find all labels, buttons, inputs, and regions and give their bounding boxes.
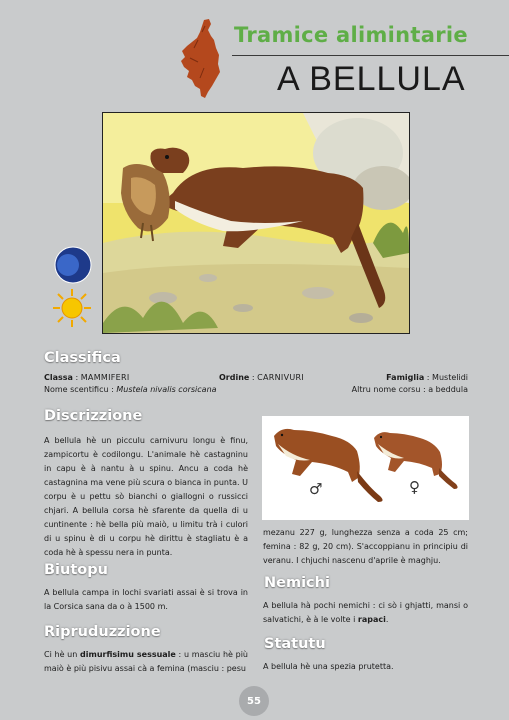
ripruduzzione-text bbox=[44, 648, 248, 676]
page-title: A BELLULA bbox=[277, 60, 466, 98]
scientific-value: Mustela nivalis corsicana bbox=[116, 385, 217, 394]
section-heading-discrizzione: Discrizzione bbox=[44, 408, 143, 424]
discrizzione-text: A bellula hè un picculu carnivuru longu è finu, zampicortu è codilongu. L'animale hè castagninu in capu è à nantu à u spinu. Ancu a coda hè castagnina ma vene più scura o bianca in punta. U corpu è u pettu sò bianchi o giallogni o russicci chjari. A bellula corsa hè sfarente da quella di u cuntinente : hè bella più maiò, u limitu trà i culori di u spinu è di u corpu hè dirittu è stagliatu è a coda hè à spessu nera in punta. bbox=[44, 436, 248, 557]
scientific-label: Nome scentificu bbox=[44, 385, 109, 394]
statutu-text: A bellula hè una spezia prutetta. bbox=[263, 662, 394, 671]
ordine-label: Ordine bbox=[219, 373, 250, 382]
moon-icon bbox=[54, 246, 92, 284]
ripruduzzione-text-end: : u masciu hè più maiò è più pisivu assai cà a femina (masciu : pesu bbox=[44, 650, 249, 673]
ripruduzzione-text-start: Ci hè un bbox=[44, 650, 81, 659]
corsica-map-icon bbox=[178, 18, 222, 100]
scientific-name-row: Nome scentificu : Mustela nivalis corsicana bbox=[44, 385, 217, 394]
section-heading-statutu: Statutu bbox=[264, 636, 326, 652]
other-name-label: Altru nome corsu bbox=[351, 385, 421, 394]
section-heading-biutopu: Biutopu bbox=[44, 562, 108, 578]
famiglia-value: Mustelidi bbox=[432, 373, 468, 382]
biutopu-text: A bellula campa in lochi svariati assai è si trova in la Corsica sana da o à 1500 m. bbox=[44, 588, 248, 611]
ordine-row: Ordine : CARNIVURI bbox=[219, 373, 305, 382]
nemichi-text-start: A bellula hà pochi nemichi : ci sò i ghjatti, mansi o salvatichi, è à le volte i bbox=[263, 601, 468, 624]
female-symbol: ♀ bbox=[409, 478, 420, 496]
ripruduzzione-text-continued: mezanu 227 g, lunghezza senza a coda 25 cm; femina : 82 g, 20 cm). S'accoppianu in principiu di veranu. I chjuchi nascenu d'aprile è maghju. bbox=[263, 528, 468, 565]
ordine-value: CARNIVURI bbox=[257, 373, 305, 382]
section-heading-classifica: Classifica bbox=[44, 350, 121, 366]
nemichi-text bbox=[263, 599, 468, 627]
nemichi-text-bold: rapaci bbox=[357, 615, 386, 624]
page-number: 55 bbox=[239, 686, 269, 716]
ripruduzzione-text-bold: dimurfisimu sessuale bbox=[80, 650, 176, 659]
sun-icon bbox=[52, 288, 92, 328]
section-heading-nemichi: Nemichi bbox=[264, 575, 330, 591]
classe-value: MAMMIFERI bbox=[80, 373, 130, 382]
male-female-weasels-image bbox=[262, 416, 469, 520]
classe-row: Classa : MAMMIFERI bbox=[44, 373, 130, 382]
weasel-illustration bbox=[102, 112, 410, 334]
male-symbol: ♂ bbox=[309, 480, 323, 498]
famiglia-row: Famiglia : Mustelidi bbox=[386, 373, 468, 382]
nemichi-text-end: . bbox=[385, 615, 389, 624]
other-name-row: Altru nome corsu : a beddula bbox=[351, 385, 468, 394]
famiglia-label: Famiglia bbox=[386, 373, 425, 382]
title-rule bbox=[232, 55, 509, 56]
section-heading-ripruduzzione: Ripruduzzione bbox=[44, 624, 161, 640]
other-name-value: a beddula bbox=[428, 385, 468, 394]
page-subtitle: Tramice alimintarie bbox=[234, 23, 468, 47]
classe-label: Classa bbox=[44, 373, 73, 382]
